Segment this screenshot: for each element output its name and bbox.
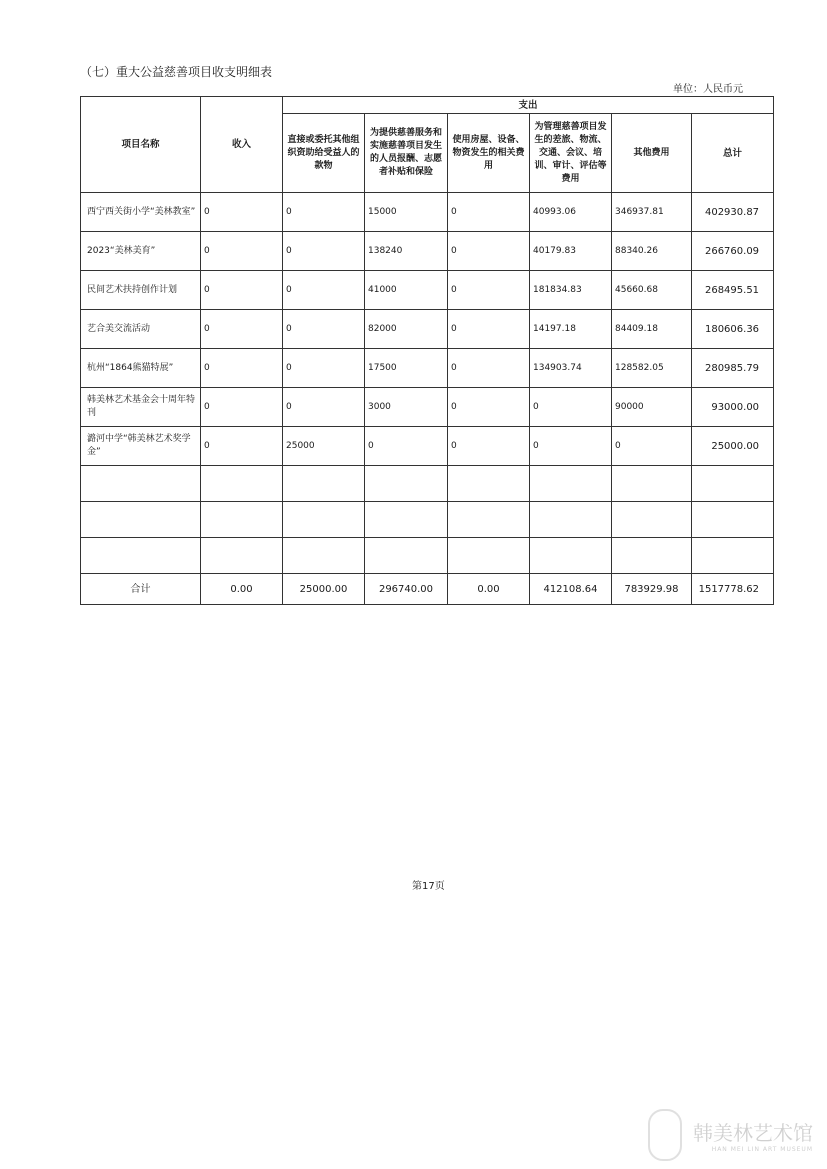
empty-row: [81, 538, 774, 574]
header-income: 收入: [201, 97, 283, 193]
totals-other-cost: 783929.98: [612, 574, 692, 605]
other-cost-cell: 128582.05: [612, 349, 692, 388]
project-name-cell: 西宁西关街小学“美林教室”: [81, 193, 201, 232]
service-cost-cell: 0: [365, 427, 448, 466]
seal-icon: [648, 1109, 682, 1161]
project-expense-table: [80, 96, 774, 605]
project-name-cell: 民间艺术扶持创作计划: [81, 271, 201, 310]
table-row: [81, 310, 774, 349]
watermark-english: HAN MEI LIN ART MUSEUM: [711, 1146, 813, 1153]
direct-aid-cell: 0: [283, 349, 365, 388]
total-cell: 25000.00: [692, 427, 774, 466]
section-title: （七）重大公益慈善项目收支明细表: [80, 65, 273, 79]
service-cost-cell: 15000: [365, 193, 448, 232]
other-cost-cell: 0: [612, 427, 692, 466]
totals-row: [81, 574, 774, 605]
facility-cost-cell: 0: [448, 193, 530, 232]
empty-row: [81, 466, 774, 502]
header-service-cost: 为提供慈善服务和实施慈善项目发生的人员报酬、志愿者补贴和保险: [365, 114, 448, 193]
header-row-1: [81, 97, 774, 114]
management-cost-cell: 181834.83: [530, 271, 612, 310]
header-direct-aid: 直接或委托其他组织资助给受益人的款物: [283, 114, 365, 193]
header-facility-cost: 使用房屋、设备、物资发生的相关费用: [448, 114, 530, 193]
facility-cost-cell: 0: [448, 388, 530, 427]
management-cost-cell: 0: [530, 388, 612, 427]
income-cell: 0: [201, 310, 283, 349]
service-cost-cell: 138240: [365, 232, 448, 271]
other-cost-cell: 346937.81: [612, 193, 692, 232]
total-cell: 93000.00: [692, 388, 774, 427]
totals-income: 0.00: [201, 574, 283, 605]
project-name-cell: 2023“美林美育”: [81, 232, 201, 271]
table-row: [81, 349, 774, 388]
management-cost-cell: 40993.06: [530, 193, 612, 232]
project-name-cell: 艺合美交流活动: [81, 310, 201, 349]
direct-aid-cell: 0: [283, 310, 365, 349]
management-cost-cell: 134903.74: [530, 349, 612, 388]
income-cell: 0: [201, 349, 283, 388]
header-project-name: 项目名称: [81, 97, 201, 193]
income-cell: 0: [201, 427, 283, 466]
header-other-cost: 其他费用: [612, 114, 692, 193]
totals-facility-cost: 0.00: [448, 574, 530, 605]
page-number: 第17页: [412, 881, 445, 892]
other-cost-cell: 90000: [612, 388, 692, 427]
watermark-chinese: 韩美林艺术馆: [693, 1121, 813, 1145]
income-cell: 0: [201, 388, 283, 427]
totals-total: 1517778.62: [692, 574, 774, 605]
total-cell: 268495.51: [692, 271, 774, 310]
total-cell: 266760.09: [692, 232, 774, 271]
management-cost-cell: 0: [530, 427, 612, 466]
total-cell: 180606.36: [692, 310, 774, 349]
project-name-cell: 潞河中学“韩美林艺术奖学金”: [81, 427, 201, 466]
table-row: [81, 232, 774, 271]
service-cost-cell: 41000: [365, 271, 448, 310]
museum-watermark-logo: [648, 1109, 813, 1161]
facility-cost-cell: 0: [448, 349, 530, 388]
direct-aid-cell: 25000: [283, 427, 365, 466]
facility-cost-cell: 0: [448, 232, 530, 271]
facility-cost-cell: 0: [448, 310, 530, 349]
totals-label: 合计: [81, 574, 201, 605]
project-name-cell: 韩美林艺术基金会十周年特刊: [81, 388, 201, 427]
empty-row: [81, 502, 774, 538]
header-expense-group: 支出: [283, 97, 774, 114]
service-cost-cell: 82000: [365, 310, 448, 349]
total-cell: 280985.79: [692, 349, 774, 388]
other-cost-cell: 84409.18: [612, 310, 692, 349]
direct-aid-cell: 0: [283, 271, 365, 310]
service-cost-cell: 3000: [365, 388, 448, 427]
totals-service-cost: 296740.00: [365, 574, 448, 605]
income-cell: 0: [201, 232, 283, 271]
project-name-cell: 杭州“1864熊猫特展”: [81, 349, 201, 388]
income-cell: 0: [201, 271, 283, 310]
direct-aid-cell: 0: [283, 193, 365, 232]
totals-direct-aid: 25000.00: [283, 574, 365, 605]
income-cell: 0: [201, 193, 283, 232]
total-cell: 402930.87: [692, 193, 774, 232]
service-cost-cell: 17500: [365, 349, 448, 388]
header-total: 总计: [692, 114, 774, 193]
management-cost-cell: 14197.18: [530, 310, 612, 349]
facility-cost-cell: 0: [448, 271, 530, 310]
unit-label: 单位：人民币元: [673, 84, 743, 95]
table-row: [81, 193, 774, 232]
direct-aid-cell: 0: [283, 232, 365, 271]
totals-management-cost: 412108.64: [530, 574, 612, 605]
table-row: [81, 388, 774, 427]
header-management-cost: 为管理慈善项目发生的差旅、物流、交通、会议、培训、审计、评估等费用: [530, 114, 612, 193]
table-row: [81, 427, 774, 466]
other-cost-cell: 88340.26: [612, 232, 692, 271]
facility-cost-cell: 0: [448, 427, 530, 466]
management-cost-cell: 40179.83: [530, 232, 612, 271]
direct-aid-cell: 0: [283, 388, 365, 427]
other-cost-cell: 45660.68: [612, 271, 692, 310]
table-row: [81, 271, 774, 310]
